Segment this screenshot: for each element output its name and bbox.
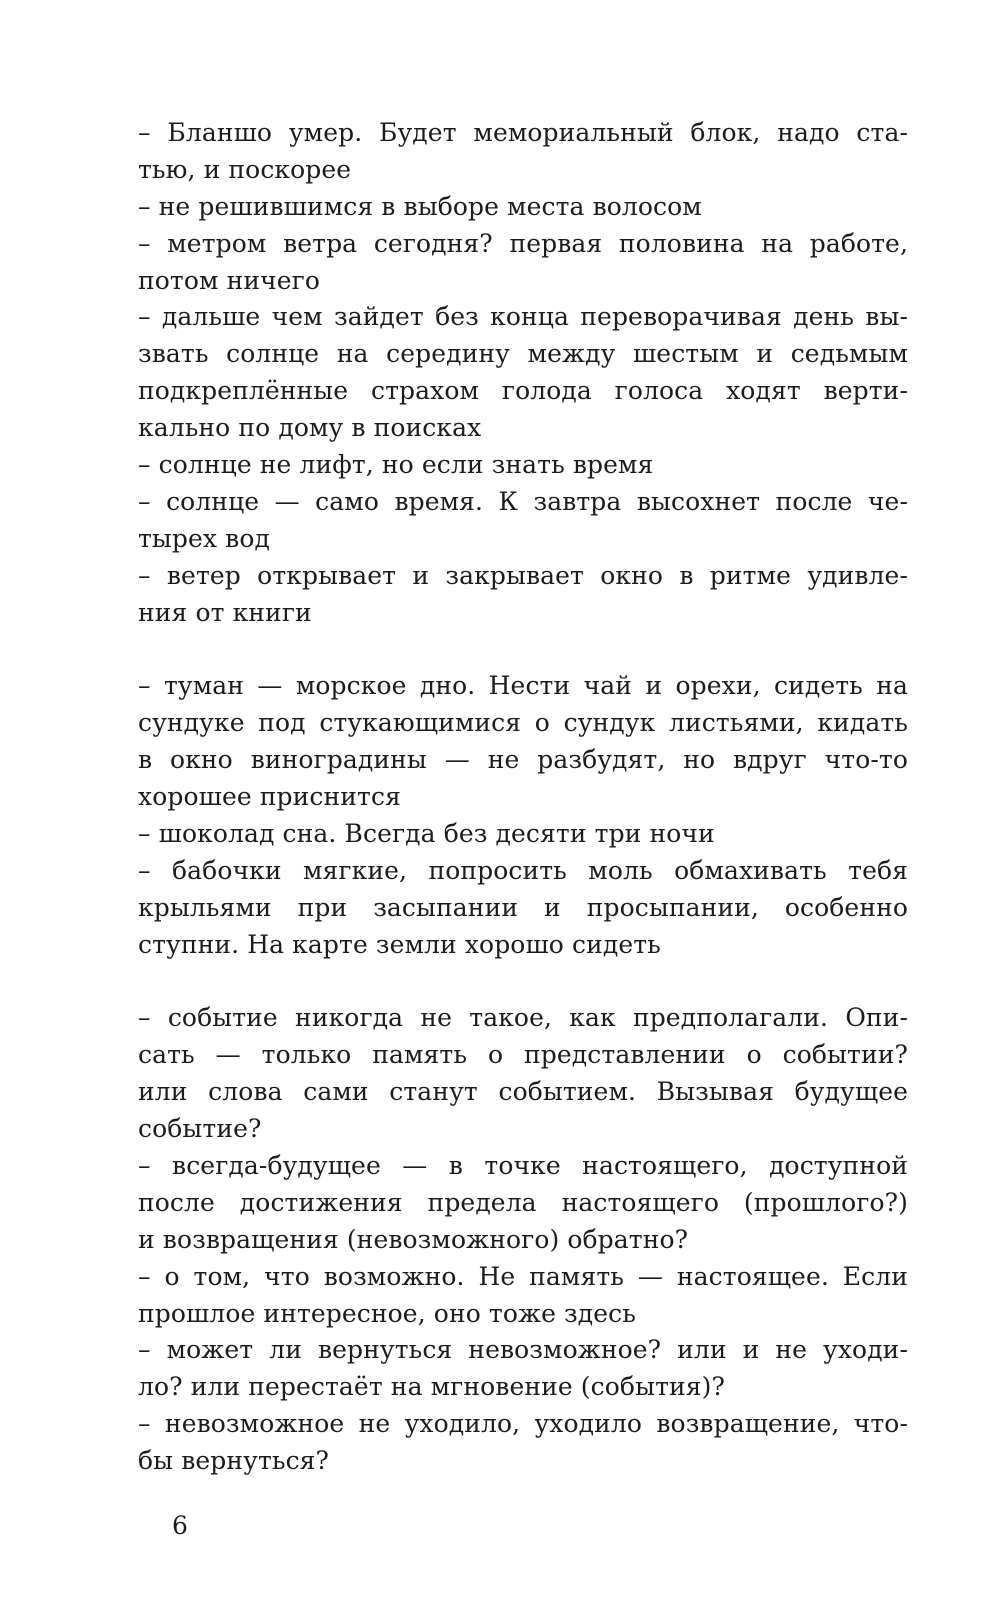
text-line: – туман — морское дно. Нести чай и орехи, сидеть на (138, 671, 908, 701)
text-line: – дальше чем зайдет без конца переворачивая день вы- (138, 302, 908, 332)
text-line: прошлое интересное, оно тоже здесь (138, 1298, 636, 1328)
text-line: – о том, что возможно. Не память — настоящее. Если (138, 1261, 908, 1291)
text-line: – может ли вернуться невозможное? или и не уходи- (138, 1335, 908, 1365)
text-line: подкреплённые страхом голода голоса ходят верти- (138, 376, 908, 406)
text-line: ло? или перестаёт на мгновение (события)? (138, 1372, 725, 1402)
text-line: хорошее приснится (138, 782, 401, 812)
text-line: – ветер открывает и закрывает окно в ритме удивле- (138, 560, 908, 590)
text-line: в окно виноградины — не разбудят, но вдруг что-то (138, 745, 908, 775)
text-line: – всегда-будущее — в точке настоящего, доступной (138, 1150, 908, 1180)
text-line: звать солнце на середину между шестым и седьмым (138, 339, 908, 369)
text-line: – метром ветра сегодня? первая половина на работе, (138, 228, 908, 258)
text-line: и возвращения (невозможного) обратно? (138, 1224, 689, 1254)
text-line: потом ничего (138, 265, 320, 295)
text-line: крыльями при засыпании и просыпании, особенно (138, 892, 908, 922)
text-line: тырех вод (138, 523, 270, 553)
text-line: сундуке под стукающимися о сундук листьями, кидать (138, 708, 908, 738)
text-line: после достижения предела настоящего (прошлого?) (138, 1187, 908, 1217)
text-line: тью, и поскорее (138, 154, 352, 184)
text-line: сать — только память о представлении о событии? (138, 1040, 908, 1070)
body-text (138, 115, 908, 1480)
paragraph-gap (138, 631, 908, 668)
paragraph (138, 115, 908, 631)
text-line: – событие никогда не такое, как предполагали. Опи- (138, 1003, 908, 1033)
text-line: – невозможное не уходило, уходило возвращение, что- (138, 1409, 908, 1439)
text-line: ния от книги (138, 597, 312, 627)
text-line: кально по дому в поисках (138, 413, 482, 443)
paragraph (138, 1000, 908, 1480)
text-line: или слова сами станут событием. Вызывая будущее (138, 1077, 908, 1107)
text-line: ступни. На карте земли хорошо сидеть (138, 929, 661, 959)
text-line: событие? (138, 1114, 262, 1144)
text-line: – Бланшо умер. Будет мемориальный блок, надо ста- (138, 118, 908, 147)
text-line: – не решившимся в выборе места волосом (138, 191, 702, 221)
paragraph-gap (138, 963, 908, 1000)
text-line: – бабочки мягкие, попросить моль обмахивать тебя (138, 855, 908, 885)
text-line: – солнце не лифт, но если знать время (138, 450, 654, 480)
paragraph (138, 668, 908, 963)
text-line: – солнце — само время. К завтра высохнет после че- (138, 486, 908, 516)
text-line: бы вернуться? (138, 1446, 330, 1476)
page-number: 6 (172, 1511, 188, 1540)
text-line: – шоколад сна. Всегда без десяти три ночи (138, 818, 715, 848)
